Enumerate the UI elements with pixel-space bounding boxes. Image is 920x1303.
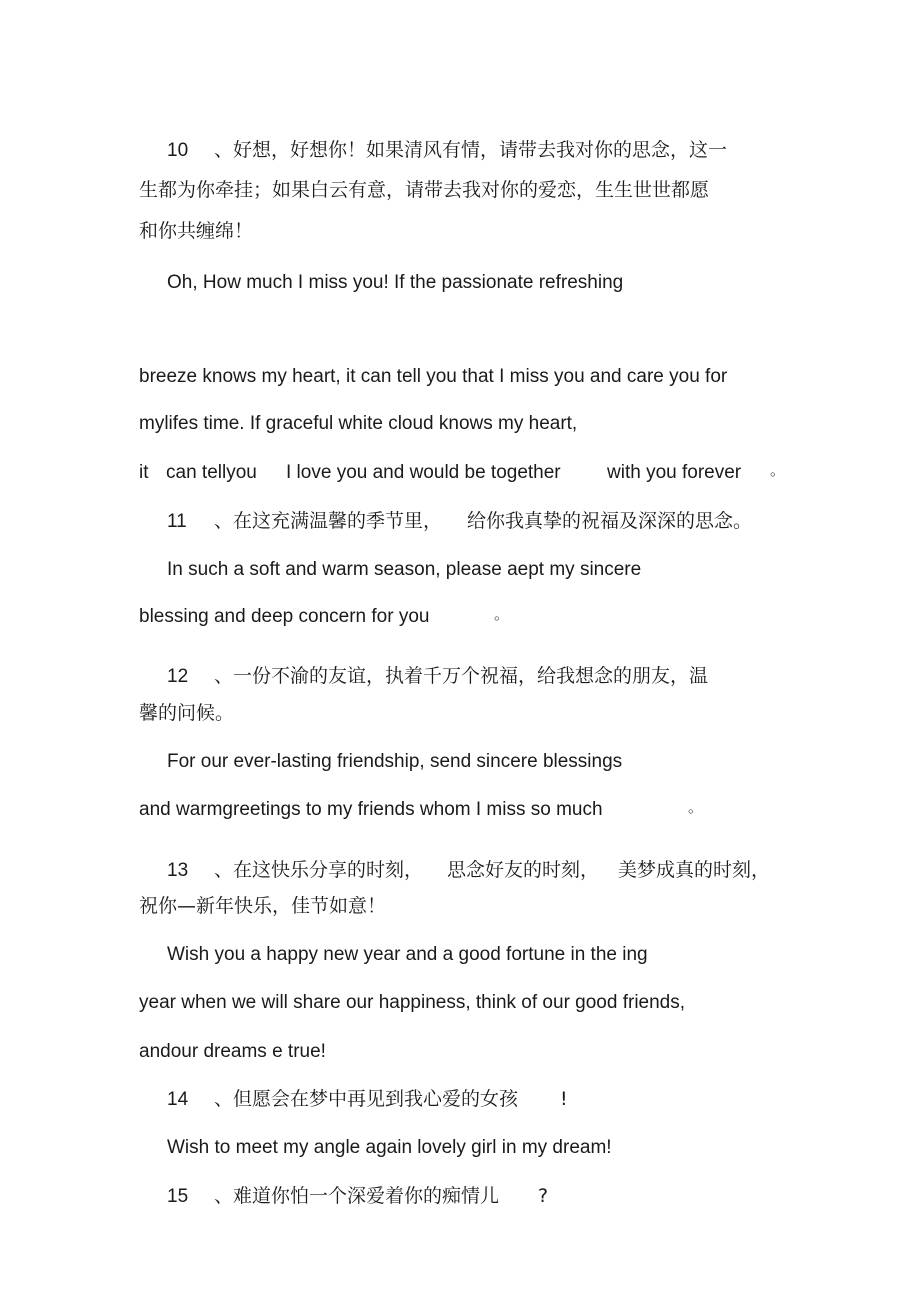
exclamation-mark: ! <box>560 1088 568 1110</box>
english-text: andour dreams e true! <box>139 1041 326 1062</box>
item-number: 10 <box>167 140 189 161</box>
item-number: 12 <box>167 666 189 687</box>
chinese-text: 、在这快乐分享的时刻， <box>214 859 424 881</box>
chinese-text: 祝你—新年快乐，佳节如意！ <box>139 895 387 917</box>
chinese-text: 思念好友的时刻， <box>447 859 600 881</box>
chinese-text: 馨的问候。 <box>139 702 235 724</box>
period-mark: 。 <box>494 605 510 623</box>
english-text: and warmgreetings to my friends whom I miss so much <box>139 799 603 820</box>
english-text: Wish you a happy new year and a good fortune in the ing <box>167 944 648 965</box>
english-text: Wish to meet my angle again lovely girl in my dream! <box>167 1137 612 1158</box>
chinese-text: 、在这充满温馨的季节里， <box>214 510 443 532</box>
item-number: 13 <box>167 860 189 881</box>
item-number: 14 <box>167 1089 189 1110</box>
english-text: can tellyou <box>166 462 257 483</box>
english-text: For our ever-lasting friendship, send sincere blessings <box>167 751 623 772</box>
english-text: mylifes time. If graceful white cloud knows my heart, <box>139 413 578 434</box>
question-mark: ? <box>538 1185 549 1207</box>
chinese-text: 、但愿会在梦中再见到我心爱的女孩 <box>214 1088 519 1110</box>
chinese-text: 和你共缠绵！ <box>139 220 254 242</box>
chinese-text: 生都为你牵挂；如果白云有意，请带去我对你的爱恋，生生世世都愿 <box>139 179 710 201</box>
item-number: 15 <box>167 1186 189 1207</box>
english-text: In such a soft and warm season, please aept my sincere <box>167 559 642 580</box>
english-text: I love you and would be together <box>286 462 561 483</box>
chinese-text: 、好想，好想你！如果清风有情，请带去我对你的思念，这一 <box>214 139 728 161</box>
chinese-text: 、一份不渝的友谊，执着千万个祝福，给我想念的朋友，温 <box>214 665 709 687</box>
period-mark: 。 <box>688 798 704 816</box>
chinese-text: 美梦成真的时刻， <box>618 859 771 881</box>
english-text: Oh, How much I miss you! If the passionate refreshing <box>167 272 624 293</box>
chinese-text: 、难道你怕一个深爱着你的痴情儿 <box>214 1185 500 1207</box>
english-text: year when we will share our happiness, think of our good friends, <box>139 992 686 1013</box>
english-text: breeze knows my heart, it can tell you that I miss you and care you for <box>139 366 728 387</box>
english-text: with you forever <box>607 462 742 483</box>
chinese-text: 给你我真挚的祝福及深深的思念。 <box>467 510 753 532</box>
english-text: blessing and deep concern for you <box>139 606 430 627</box>
english-text: it <box>139 462 149 483</box>
period-mark: 。 <box>770 461 786 479</box>
item-number: 11 <box>167 511 187 532</box>
